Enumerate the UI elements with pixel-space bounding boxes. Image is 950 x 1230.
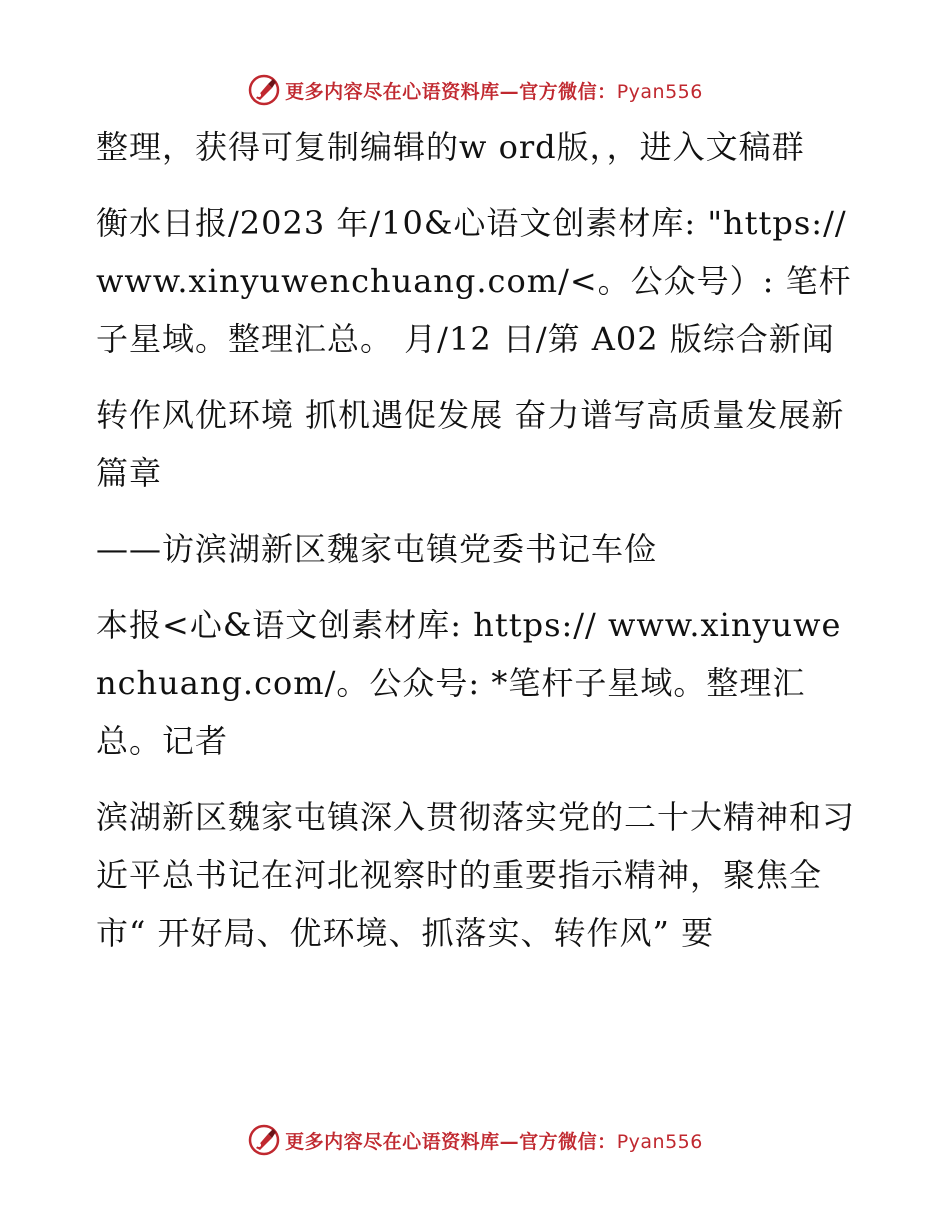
banner-site-name: 更多内容尽在心语资料库: [285, 1130, 500, 1153]
paragraph-body: 滨湖新区魏家屯镇深入贯彻落实党的二十大精神和习近平总书记在河北视察时的重要指示精神，聚焦全市“ 开好局、优环境、抓落实、转作风” 要: [96, 798, 856, 952]
header-banner: [0, 70, 950, 110]
banner-wechat-id: Pyan556: [616, 80, 703, 103]
banner-text: [285, 77, 703, 104]
banner-wechat-label: 官方微信：: [519, 1130, 617, 1153]
paragraph-subheadline: ——访滨湖新区魏家屯镇党委书记车俭: [96, 530, 658, 568]
banner-text: [285, 1127, 703, 1154]
paragraph-byline: 本报<心&语文创素材库: https:// www.xinyuwenchuang.com/。公众号: *笔杆子星域。整理汇总。记者: [96, 606, 842, 760]
footer-banner: [0, 1120, 950, 1160]
banner-wechat-label: 官方微信：: [519, 80, 617, 103]
document-body: [96, 118, 856, 980]
pen-nib-logo-icon: [247, 73, 281, 107]
banner-site-name: 更多内容尽在心语资料库: [285, 80, 500, 103]
paragraph-intro: 整理，获得可复制编辑的w ord版，，进入文稿群: [96, 128, 805, 166]
banner-wechat-id: Pyan556: [616, 1130, 703, 1153]
paragraph-source: 衡水日报/2023 年/10&心语文创素材库: "https://www.xinyuwenchuang.com/<。公众号）: 笔杆子星域。整理汇总。 月/12 日/第 A02 版综合新闻: [96, 204, 852, 358]
pen-nib-logo-icon: [247, 1123, 281, 1157]
paragraph-headline: 转作风优环境 抓机遇促发展 奋力谱写高质量发展新篇章: [96, 396, 845, 492]
banner-dash: —: [499, 1130, 520, 1153]
banner-dash: —: [499, 80, 520, 103]
